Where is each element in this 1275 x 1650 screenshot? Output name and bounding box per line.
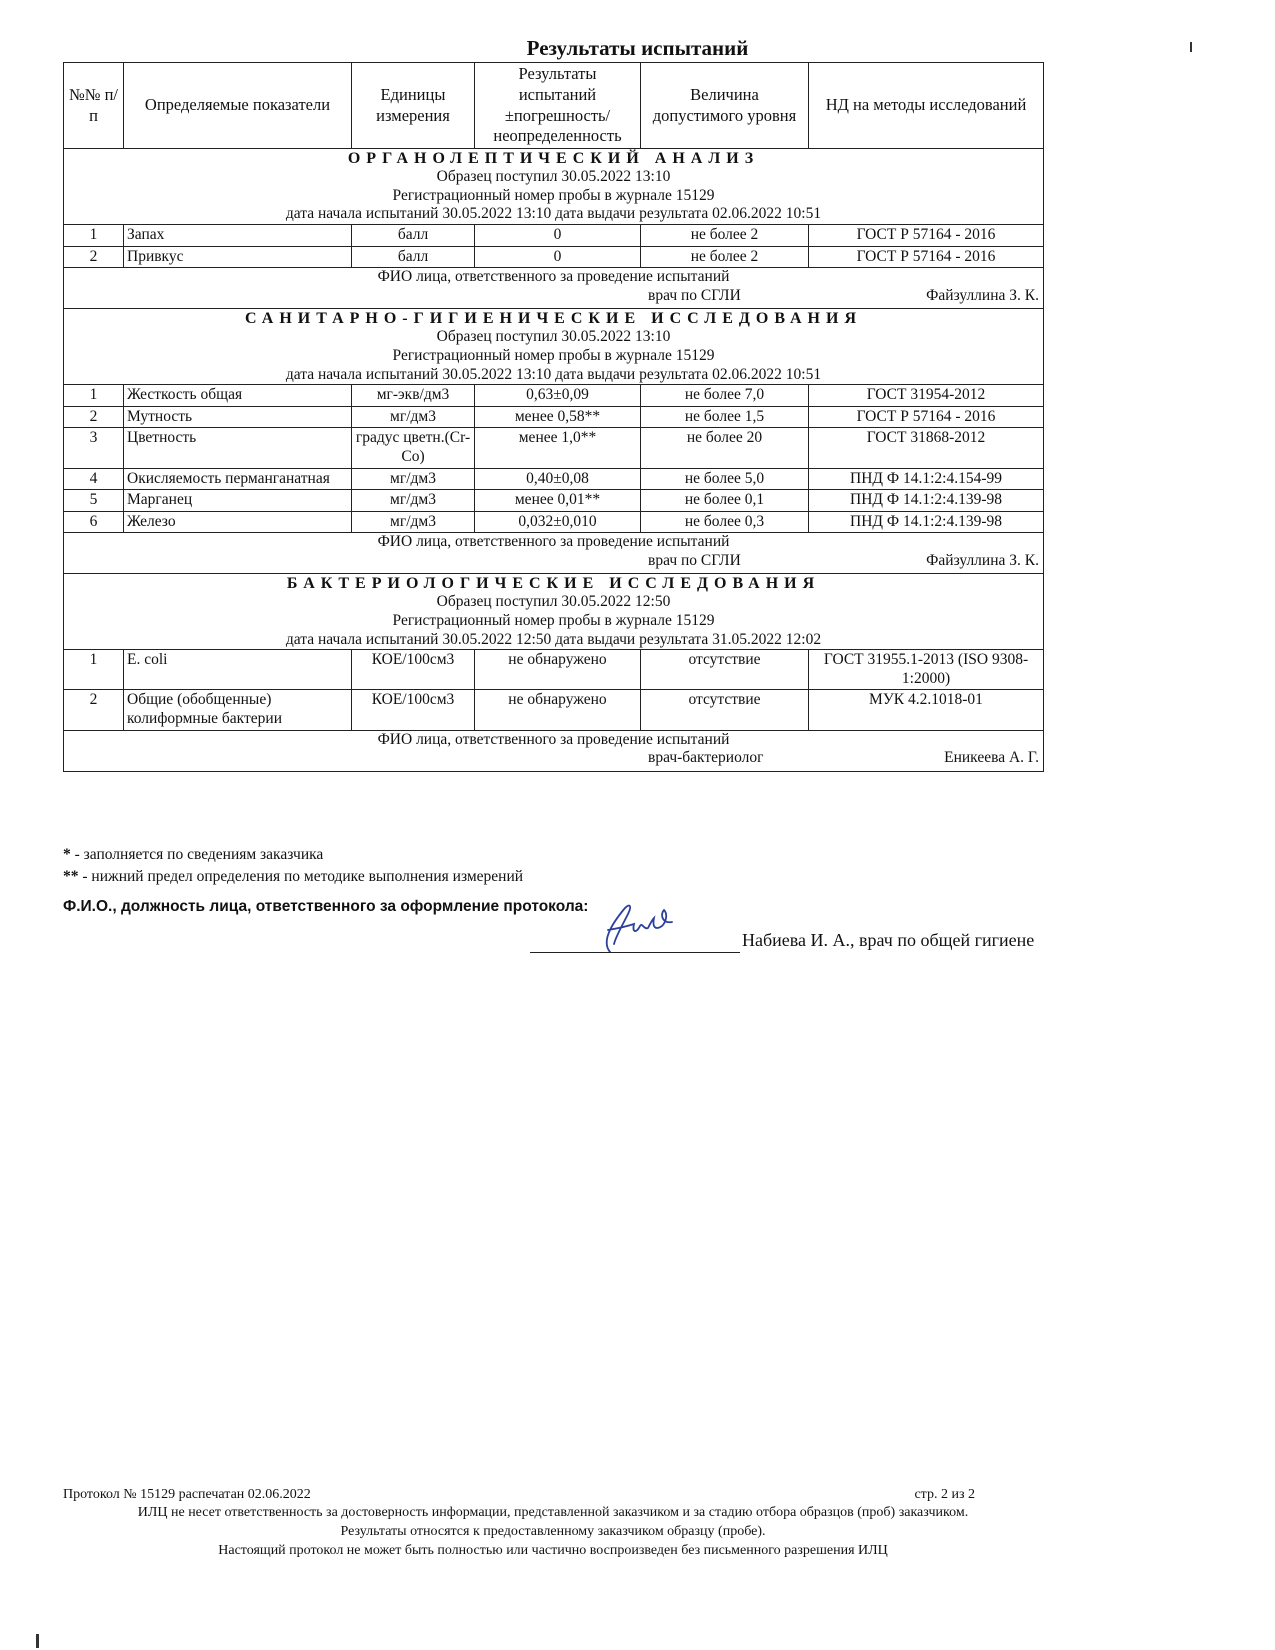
footnote-2 xyxy=(63,866,523,888)
signature-block xyxy=(530,900,1230,960)
sample-received: Образец поступил 30.05.2022 12:50 xyxy=(436,593,671,611)
test-dates: дата начала испытаний 30.05.2022 13:10 дата выдачи результата 02.06.2022 10:51 xyxy=(285,365,822,383)
row-method: ПНД Ф 14.1:2:4.154-99 xyxy=(809,468,1044,490)
table-row xyxy=(64,511,1044,533)
row-result: 0,40±0,08 xyxy=(475,468,641,490)
row-result: 0,032±0,010 xyxy=(475,511,641,533)
row-result: 0 xyxy=(475,246,641,268)
row-limit: отсутствие xyxy=(641,650,809,690)
row-number: 2 xyxy=(64,246,124,268)
responsible-person xyxy=(64,268,1044,309)
row-number: 5 xyxy=(64,490,124,512)
results-table xyxy=(63,62,1044,772)
page-footer xyxy=(63,1486,1043,1561)
registration-number: Регистрационный номер пробы в журнале 15129 xyxy=(392,346,715,364)
row-indicator: Цветность xyxy=(124,428,352,468)
table-row xyxy=(64,385,1044,407)
section-organoleptic xyxy=(64,149,1044,309)
responsible-label: ФИО лица, ответственного за проведение испытаний xyxy=(377,533,730,551)
footnote-2-mark: ** xyxy=(63,868,79,886)
responsible-position: врач по СГЛИ xyxy=(648,551,741,569)
responsible-position: врач по СГЛИ xyxy=(648,286,741,304)
disclaimer-3: Настоящий протокол не может быть полностью или частично воспроизведен без письменного разрешения ИЛЦ xyxy=(218,1542,888,1558)
responsible-name: Файзуллина З. К. xyxy=(926,286,1039,304)
row-indicator: Окисляемость перманганатная xyxy=(124,468,352,490)
footnote-2-text: - нижний предел определения по методике выполнения измерений xyxy=(78,868,524,886)
row-indicator: Общие (обобщенные) колиформные бактерии xyxy=(124,690,352,730)
row-number: 4 xyxy=(64,468,124,490)
table-row xyxy=(64,224,1044,246)
responsible-position: врач-бактериолог xyxy=(648,749,764,767)
footnotes xyxy=(63,844,523,889)
row-limit: не более 0,1 xyxy=(641,490,809,512)
row-unit: градус цветн.(Cr-Co) xyxy=(352,428,475,468)
row-method: ГОСТ Р 57164 - 2016 xyxy=(809,246,1044,268)
row-method: ПНД Ф 14.1:2:4.139-98 xyxy=(809,511,1044,533)
row-unit: КОЕ/100см3 xyxy=(352,650,475,690)
row-result: менее 0,01** xyxy=(475,490,641,512)
row-limit: отсутствие xyxy=(641,690,809,730)
row-number: 1 xyxy=(64,385,124,407)
table-row xyxy=(64,650,1044,690)
test-dates: дата начала испытаний 30.05.2022 12:50 дата выдачи результата 31.05.2022 12:02 xyxy=(285,630,822,648)
responsible-person xyxy=(64,533,1044,574)
footnote-1-text: - заполняется по сведениям заказчика xyxy=(70,846,324,863)
row-method: ГОСТ 31954-2012 xyxy=(809,385,1044,407)
row-limit: не более 2 xyxy=(641,224,809,246)
header-method: НД на методы исследований xyxy=(809,63,1044,149)
signature-line xyxy=(530,952,740,953)
row-unit: мг/дм3 xyxy=(352,511,475,533)
footnote-1-mark: * xyxy=(63,846,71,863)
header-limit: Величина допустимого уровня xyxy=(641,63,809,149)
row-indicator: Мутность xyxy=(124,406,352,428)
header-indicator: Определяемые показатели xyxy=(124,63,352,149)
table-row xyxy=(64,490,1044,512)
test-dates: дата начала испытаний 30.05.2022 13:10 дата выдачи результата 02.06.2022 10:51 xyxy=(285,205,822,223)
row-indicator: Марганец xyxy=(124,490,352,512)
responsible-label: ФИО лица, ответственного за проведение испытаний xyxy=(377,268,730,286)
row-number: 1 xyxy=(64,650,124,690)
row-method: ГОСТ Р 57164 - 2016 xyxy=(809,406,1044,428)
row-result: 0 xyxy=(475,224,641,246)
scan-mark xyxy=(1190,42,1192,52)
row-indicator: Запах xyxy=(124,224,352,246)
row-number: 2 xyxy=(64,690,124,730)
row-result: 0,63±0,09 xyxy=(475,385,641,407)
table-row xyxy=(64,428,1044,468)
handwritten-signature xyxy=(570,900,680,960)
row-unit: мг-экв/дм3 xyxy=(352,385,475,407)
footnote-1 xyxy=(63,844,523,866)
disclaimer-1: ИЛЦ не несет ответственность за достоверность информации, представленной заказчиком и за стадию отбора образцов (проб) заказчиком. xyxy=(137,1505,969,1520)
row-result: менее 1,0** xyxy=(475,428,641,468)
table-row xyxy=(64,468,1044,490)
row-unit: мг/дм3 xyxy=(352,468,475,490)
section-header xyxy=(64,309,1044,385)
row-limit: не более 5,0 xyxy=(641,468,809,490)
header-units: Единицы измерения xyxy=(352,63,475,149)
responsible-label: ФИО лица, ответственного за проведение испытаний xyxy=(377,730,730,748)
row-unit: балл xyxy=(352,224,475,246)
section-header xyxy=(64,149,1044,225)
row-limit: не более 1,5 xyxy=(641,406,809,428)
row-result: менее 0,58** xyxy=(475,406,641,428)
section-title: САНИТАРНО-ГИГИЕНИЧЕСКИЕ ИССЛЕДОВАНИЯ xyxy=(245,310,862,328)
responsible-person xyxy=(64,730,1044,771)
row-limit: не более 20 xyxy=(641,428,809,468)
page-title: Результаты испытаний xyxy=(526,36,749,60)
section-header xyxy=(64,574,1044,650)
header-num: №№ п/п xyxy=(64,63,124,149)
header-results: Результаты испытаний ±погрешность/ неопределенность xyxy=(475,63,641,149)
section-sanitary xyxy=(64,309,1044,574)
row-unit: балл xyxy=(352,246,475,268)
row-number: 6 xyxy=(64,511,124,533)
registration-number: Регистрационный номер пробы в журнале 15129 xyxy=(392,186,715,204)
row-method: ГОСТ 31868-2012 xyxy=(809,428,1044,468)
row-unit: КОЕ/100см3 xyxy=(352,690,475,730)
row-number: 1 xyxy=(64,224,124,246)
signature-label: Ф.И.О., должность лица, ответственного за оформление протокола: xyxy=(63,898,589,915)
row-limit: не более 7,0 xyxy=(641,385,809,407)
section-bacteriological xyxy=(64,574,1044,771)
row-result: не обнаружено xyxy=(475,690,641,730)
responsible-name: Еникеева А. Г. xyxy=(944,749,1039,767)
page-number: стр. 2 из 2 xyxy=(914,1487,975,1502)
section-title: БАКТЕРИОЛОГИЧЕСКИЕ ИССЛЕДОВАНИЯ xyxy=(286,575,821,593)
row-number: 3 xyxy=(64,428,124,468)
row-method: ГОСТ 31955.1-2013 (ISO 9308-1:2000) xyxy=(809,650,1044,690)
scan-mark xyxy=(36,1634,39,1648)
row-method: ГОСТ Р 57164 - 2016 xyxy=(809,224,1044,246)
row-result: не обнаружено xyxy=(475,650,641,690)
row-indicator: E. coli xyxy=(124,650,352,690)
sample-received: Образец поступил 30.05.2022 13:10 xyxy=(436,168,671,186)
table-row xyxy=(64,406,1044,428)
row-number: 2 xyxy=(64,406,124,428)
table-row xyxy=(64,246,1044,268)
section-title: ОРГАНОЛЕПТИЧЕСКИЙ АНАЛИЗ xyxy=(347,150,760,167)
row-unit: мг/дм3 xyxy=(352,490,475,512)
sample-received: Образец поступил 30.05.2022 13:10 xyxy=(436,328,671,346)
row-indicator: Жесткость общая xyxy=(124,385,352,407)
responsible-name: Файзуллина З. К. xyxy=(926,551,1039,569)
table-row xyxy=(64,690,1044,730)
row-limit: не более 0,3 xyxy=(641,511,809,533)
row-indicator: Железо xyxy=(124,511,352,533)
row-indicator: Привкус xyxy=(124,246,352,268)
signer-name: Набиева И. А., врач по общей гигиене xyxy=(742,930,1035,950)
protocol-info: Протокол № 15129 распечатан 02.06.2022 xyxy=(63,1487,311,1502)
row-method: МУК 4.2.1018-01 xyxy=(809,690,1044,730)
row-unit: мг/дм3 xyxy=(352,406,475,428)
disclaimer-2: Результаты относятся к предоставленному заказчиком образцу (пробе). xyxy=(340,1523,766,1539)
row-method: ПНД Ф 14.1:2:4.139-98 xyxy=(809,490,1044,512)
registration-number: Регистрационный номер пробы в журнале 15129 xyxy=(392,612,715,630)
row-limit: не более 2 xyxy=(641,246,809,268)
